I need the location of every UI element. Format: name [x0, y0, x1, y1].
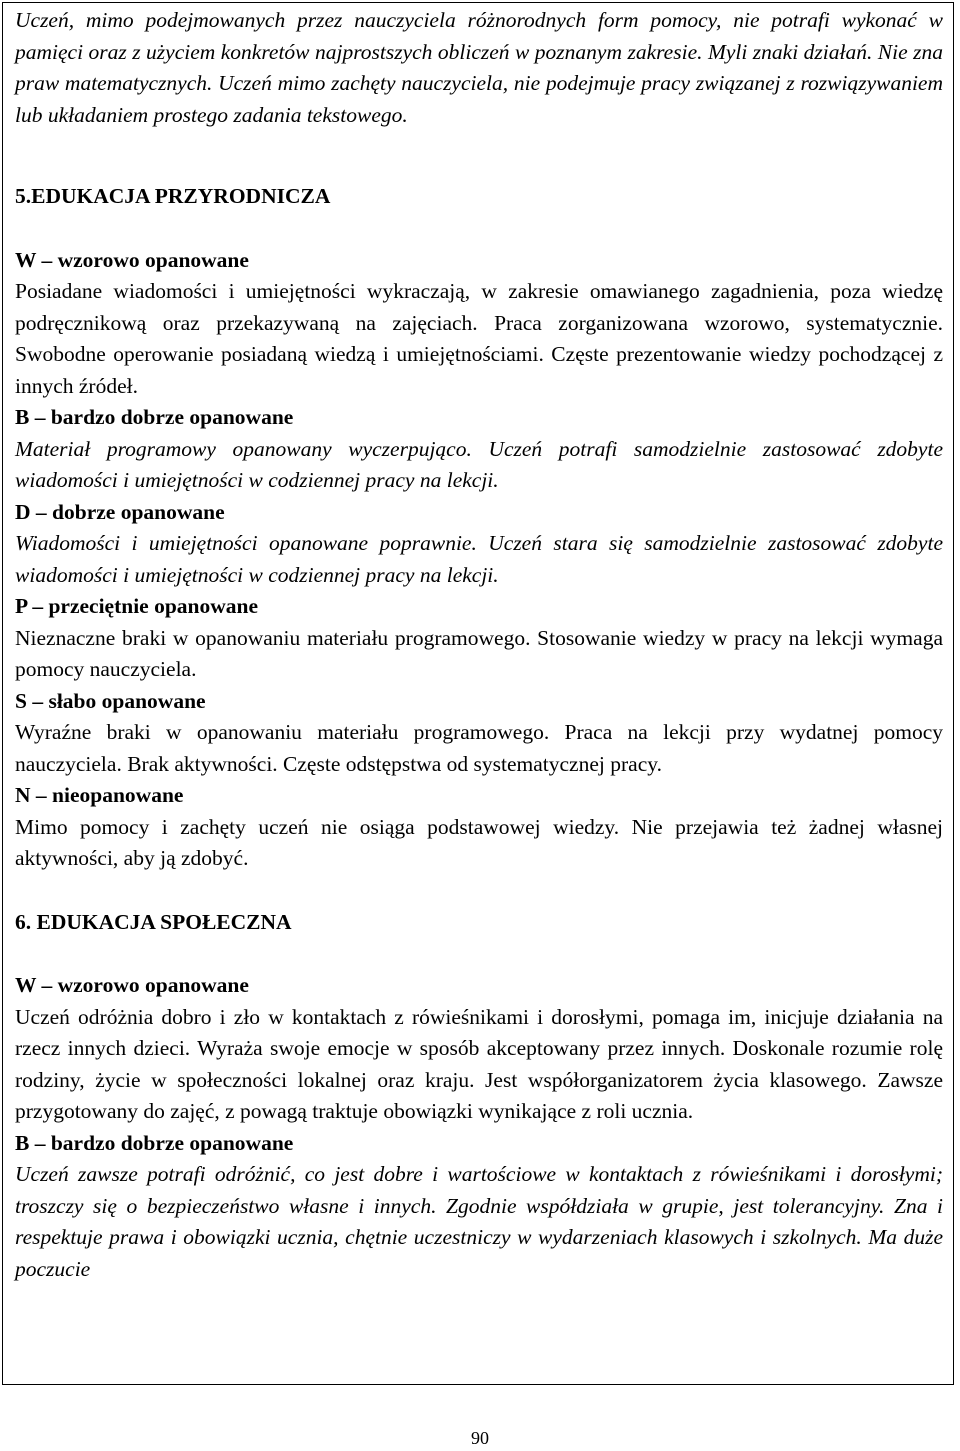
- level-heading-d: D – dobrze opanowane: [15, 499, 225, 524]
- section-title-edukacja-spoleczna: 6. EDUKACJA SPOŁECZNA: [15, 909, 292, 934]
- level-text-b-spoleczna: Uczeń zawsze potrafi odróżnić, co jest dobre i wartościowe w kontaktach z rówieśnikami i dorosłymi; troszczy się o bezpieczeństwo własne i innych. Zgodnie współdziała w grupie, jest tolerancyjny. Zna i respektuje prawa i obowiązki ucznia, chętnie uczestniczy w wydarzeniach klasowych i szkolnych. Ma duże poczucie: [15, 1162, 943, 1281]
- level-text-n: Mimo pomocy i zachęty uczeń nie osiąga podstawowej wiedzy. Nie przejawia też żadnej własnej aktywności, aby ją zdobyć.: [15, 814, 943, 870]
- level-text-s: Wyraźne braki w opanowaniu materiału programowego. Praca na lekcji przy wydatnej pomocy nauczyciela. Brak aktywności. Częste odstępstwa od systematycznej pracy.: [15, 720, 943, 776]
- level-heading-w: W – wzorowo opanowane: [15, 247, 249, 272]
- page-number: 90: [471, 1428, 489, 1448]
- level-heading-b-spoleczna: B – bardzo dobrze opanowane: [15, 1130, 294, 1155]
- intro-paragraph: Uczeń, mimo podejmowanych przez nauczyciela różnorodnych form pomocy, nie potrafi wykonać w pamięci oraz z użyciem konkretów najprostszych obliczeń w poznanym zakresie. Myli znaki działań. Nie zna praw matematycznych. Uczeń mimo zachęty nauczyciela, nie podejmuje pracy związanej z rozwiązywaniem lub układaniem prostego zadania tekstowego.: [15, 8, 943, 127]
- page-frame: [2, 2, 954, 1385]
- level-heading-w-spoleczna: W – wzorowo opanowane: [15, 973, 249, 997]
- level-text-d: Wiadomości i umiejętności opanowane poprawnie. Uczeń stara się samodzielnie zastosować zdobyte wiadomości i umiejętności w codziennej pracy na lekcji.: [15, 531, 943, 587]
- level-heading-p: P – przeciętnie opanowane: [15, 594, 259, 618]
- level-text-p: Nieznaczne braki w opanowaniu materiału programowego. Stosowanie wiedzy w pracy na lekcji wymaga pomocy nauczyciela.: [15, 625, 943, 681]
- level-text-w: Posiadane wiadomości i umiejętności wykraczają, w zakresie omawianego zagadnienia, poza wiedzę podręcznikową oraz przekazywaną na zajęciach. Praca zorganizowana wzorowo, systematycznie. Swobodne operowanie posiadaną wiedzą i umiejętnościami. Częste prezentowanie wiedzy pochodzącej z innych źródeł.: [15, 279, 943, 398]
- level-heading-s: S – słabo opanowane: [15, 688, 206, 713]
- page-content: [3, 3, 953, 1285]
- section-title-edukacja-przyrodnicza: 5.EDUKACJA PRZYRODNICZA: [15, 184, 331, 208]
- level-heading-n: N – nieopanowane: [15, 783, 184, 807]
- level-text-b: Materiał programowy opanowany wyczerpująco. Uczeń potrafi samodzielnie zastosować zdobyte wiadomości i umiejętności w codziennej pracy na lekcji.: [15, 436, 943, 492]
- level-text-w-spoleczna: Uczeń odróżnia dobro i zło w kontaktach z rówieśnikami i dorosłymi, pomaga im, inicjuje działania na rzecz innych dzieci. Wyraża swoje emocje w sposób akceptowany przez innych. Doskonale rozumie rolę rodziny, życie w społeczności lokalnej oraz kraju. Jest współorganizatorem życia klasowego. Zawsze przygotowany do zajęć, z powagą traktuje obowiązki wynikające z roli ucznia.: [15, 1004, 943, 1123]
- level-heading-b: B – bardzo dobrze opanowane: [15, 405, 294, 429]
